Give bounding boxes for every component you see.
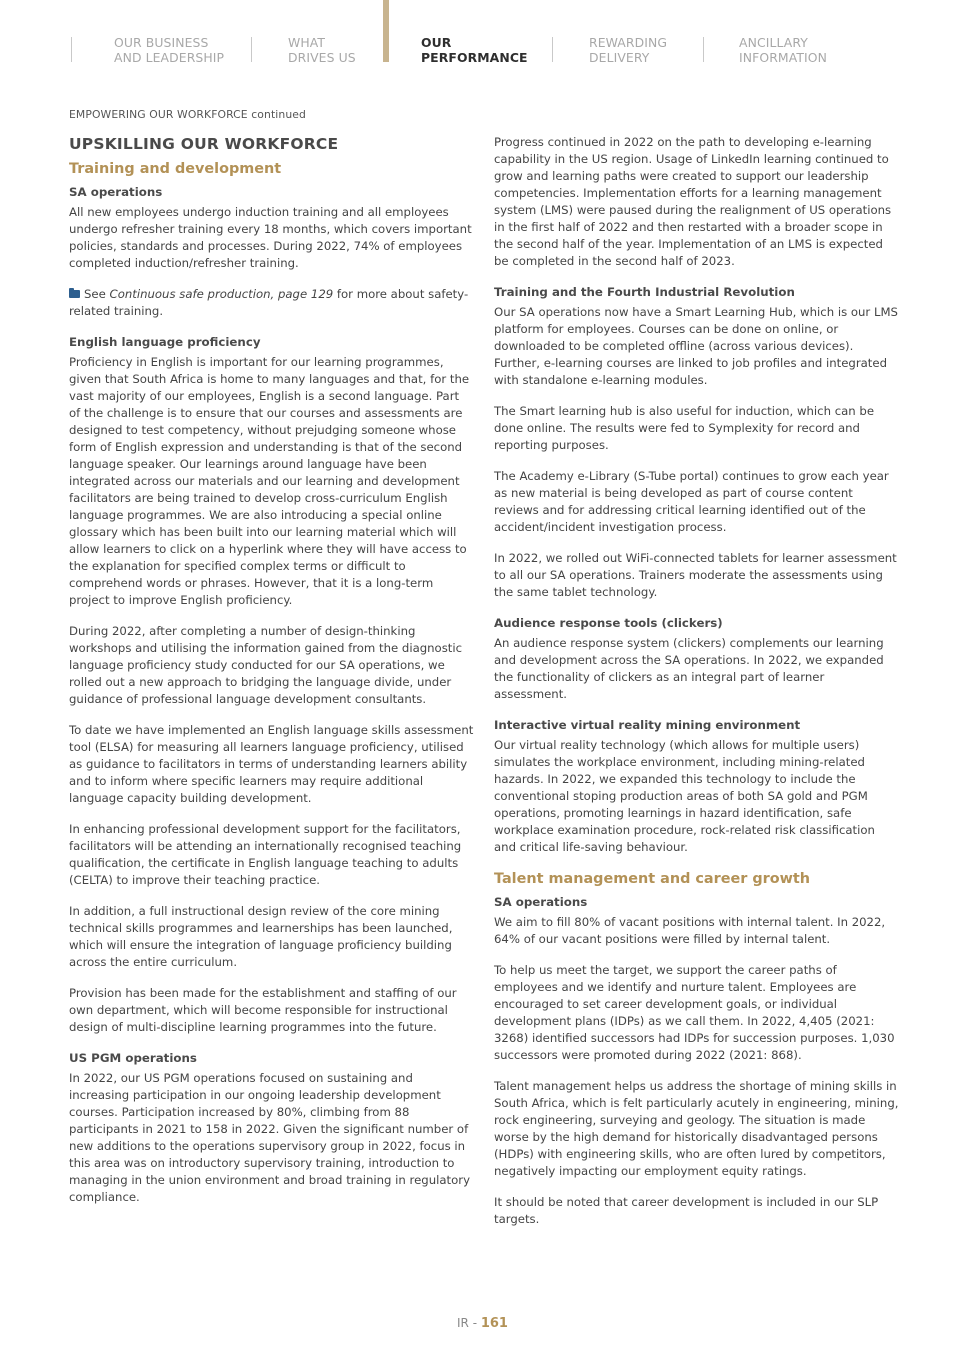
paragraph-clickers: An audience response system (clickers) complements our learning and development across the SA operations. In 2022, we expanded the functionality of clickers as an integral part of learner assessment. (494, 636, 884, 701)
paragraph-english-6: Provision has been made for the establishment and staffing of our own department, which will become responsible for instructional design of multi-discipline learning programmes into the future. (69, 986, 457, 1034)
nav-tab-line2: DELIVERY (589, 50, 650, 65)
nav-tab-line2: AND LEADERSHIP (114, 50, 225, 65)
paragraph-talent-2: To help us meet the target, we support the career paths of employees and we identify and nurture talent. Employees are encouraged to set career development goals, or individual development plans (IDPs) as we call them. In 2022, 4,405 (2021: 3268) identified successors had IDPs for succession purposes. 1,030 successors were promoted during 2022 (2021: 868). (494, 963, 895, 1062)
ref-tail: for more about safety-related training. (69, 287, 469, 318)
breadcrumb: EMPOWERING OUR WORKFORCE continued (69, 108, 306, 121)
paragraph-talent-1: We aim to fill 80% of vacant positions with internal talent. In 2022, 64% of our vacant positions were filled by internal talent. (494, 915, 886, 946)
nav-tab-line1: ANCILLARY (739, 35, 808, 50)
nav-tab-ancillary-information[interactable] (739, 35, 827, 65)
paragraph-talent-4: It should be noted that career development is included in our SLP targets. (494, 1195, 879, 1226)
heading-us-pgm-operations: US PGM operations (69, 1051, 197, 1065)
nav-tab-rewarding-delivery[interactable] (589, 35, 667, 65)
paragraph-fourth-4: In 2022, we rolled out WiFi-connected tablets for learner assessment to all our SA operations. Trainers moderate the assessments using the same tablet technology. (494, 551, 897, 599)
right-column (494, 134, 899, 1242)
paragraph-english-2: During 2022, after completing a number of design-thinking workshops and utilising the information gained from the diagnostic language proficiency study conducted for our SA operations, we rolled out a new approach to bridging the language divide, under guidance of professional language development consultants. (69, 624, 463, 706)
heading-virtual-reality: Interactive virtual reality mining environment (494, 718, 801, 732)
heading-fourth-industrial-revolution: Training and the Fourth Industrial Revolution (494, 285, 795, 299)
paragraph-fourth-3: The Academy e-Library (S-Tube portal) continues to grow each year as new material is being developed as part of course content reviews and for addressing critical learning identified out of the accident/incident investigation process. (494, 469, 889, 534)
nav-tab-line1: WHAT (288, 35, 326, 50)
subsection-title-talent: Talent management and career growth (494, 871, 811, 887)
nav-tab-what-drives-us[interactable] (288, 35, 356, 65)
nav-tab-line2: INFORMATION (739, 50, 827, 65)
active-tab-indicator (383, 0, 389, 62)
left-column (69, 134, 474, 1220)
heading-sa-operations-2: SA operations (494, 895, 588, 909)
nav-separator (251, 37, 252, 62)
nav-separator (703, 37, 704, 62)
paragraph-fourth-1: Our SA operations now have a Smart Learning Hub, which is our LMS platform for employees. Courses can be done on online, or downloaded to be completed offline (across various devices). Further, e-learning courses are linked to job profiles and integrated with standalone e-learning modules. (494, 305, 898, 387)
nav-separator (552, 37, 553, 62)
page-number: 161 (480, 1316, 508, 1331)
paragraph-progress: Progress continued in 2022 on the path to developing e-learning capability in the US region. Usage of LinkedIn learning continued to grow and learning paths were created to support our leadership competencies. Implementation efforts for a learning management system (LMS) were paused during the realignment of US operations in the first half of 2022 and then restarted with a broader scope in the second half of the year. Implementation of an LMS is expected be completed in the second half of 2023. (494, 135, 892, 268)
paragraph-fourth-2: The Smart learning hub is also useful for induction, which can be done online. The results were fed to Symplexity for record and reporting purposes. (494, 404, 875, 452)
subsection-title-training: Training and development (69, 161, 282, 177)
heading-sa-operations: SA operations (69, 185, 163, 199)
nav-tab-line2: PERFORMANCE (421, 50, 528, 65)
nav-tab-line1: OUR (421, 35, 452, 50)
paragraph-english-4: In enhancing professional development support for the facilitators, facilitators will be attending an internationally recognised teaching qualification, the certificate in English language teaching to adults (CELTA) to improve their teaching practice. (69, 822, 462, 887)
nav-tab-line1: REWARDING (589, 35, 668, 50)
section-title: UPSKILLING OUR WORKFORCE (69, 135, 339, 153)
paragraph-english-5: In addition, a full instructional design review of the core mining technical skills programmes and learnerships has been launched, which will ensure the integration of language proficiency building across the entire curriculum. (69, 904, 453, 969)
heading-english-proficiency: English language proficiency (69, 335, 261, 349)
paragraph-us-pgm: In 2022, our US PGM operations focused on sustaining and increasing participation in our ongoing leadership development courses. Participation increased by 80%, climbing from 88 participants in 2021 to 158 in 2022. Given the significant number of new additions to the operations supervisory group in 2022, focus in this area was on introductory supervisory training, introduction to managing in the union environment and broad training in regulatory compliance. (69, 1071, 470, 1204)
nav-tab-our-business[interactable] (114, 35, 224, 65)
top-navigation (0, 0, 965, 80)
cross-reference (69, 286, 474, 320)
paragraph-virtual-reality: Our virtual reality technology (which allows for multiple users) simulates the workplace environment, including mining-related hazards. In 2022, we expanded this technology to include the conventional stoping production areas of both SA gold and PGM operations, promoting learnings in hazard identification, safe workplace examination procedure, rock-related risk classification and critical life-saving behaviour. (494, 738, 875, 854)
footer-prefix: IR - (457, 1316, 481, 1330)
heading-clickers: Audience response tools (clickers) (494, 616, 723, 630)
paragraph-english-1: Proficiency in English is important for our learning programmes, given that South Africa is home to many languages and that, for the vast majority of our employees, English is a second language. Part of the challenge is to ensure that our courses and assessments are designed to test competency, without prejudging someone whose form of English expression and understanding is that of the second language speaker. Our learnings around language have been integrated across our materials and our learning and development facilitators are being trained to develop cross-curriculum English language programmes. We are also introducing a special online glossary which has been built into our learning material which will allow learners to click on a hyperlink where they will have access to the explanation for specified complex terms or difficult to comprehend words or phrases. However, that it is a long-term project to improve English proficiency. (69, 355, 470, 607)
nav-tab-line2: DRIVES US (288, 50, 356, 65)
page-footer (0, 1316, 965, 1331)
folder-icon (69, 290, 80, 298)
paragraph-english-3: To date we have implemented an English language skills assessment tool (ELSA) for measuring all learners language proficiency, utilised as guidance to facilitators in terms of understanding learners ability and to inform where specific learners may require additional language capacity building development. (69, 723, 474, 805)
ref-see: See (84, 287, 106, 301)
ref-link[interactable]: Continuous safe production, page 129 (109, 287, 334, 301)
nav-tab-our-performance[interactable] (421, 35, 528, 65)
nav-separator (71, 37, 72, 62)
paragraph-talent-3: Talent management helps us address the shortage of mining skills in South Africa, which is felt particularly acutely in engineering, mining, rock engineering, surveying and geology. The situation is made worse by the high demand for historically disadvantaged persons (HDPs) with engineering skills, who are often lured by competitors, negatively impacting our employment equity ratings. (494, 1079, 899, 1178)
paragraph-induction: All new employees undergo induction training and all employees undergo refresher training every 18 months, which covers important policies, standards and processes. During 2022, 74% of employees completed induction/refresher training. (69, 205, 472, 270)
nav-tab-line1: OUR BUSINESS (114, 35, 209, 50)
